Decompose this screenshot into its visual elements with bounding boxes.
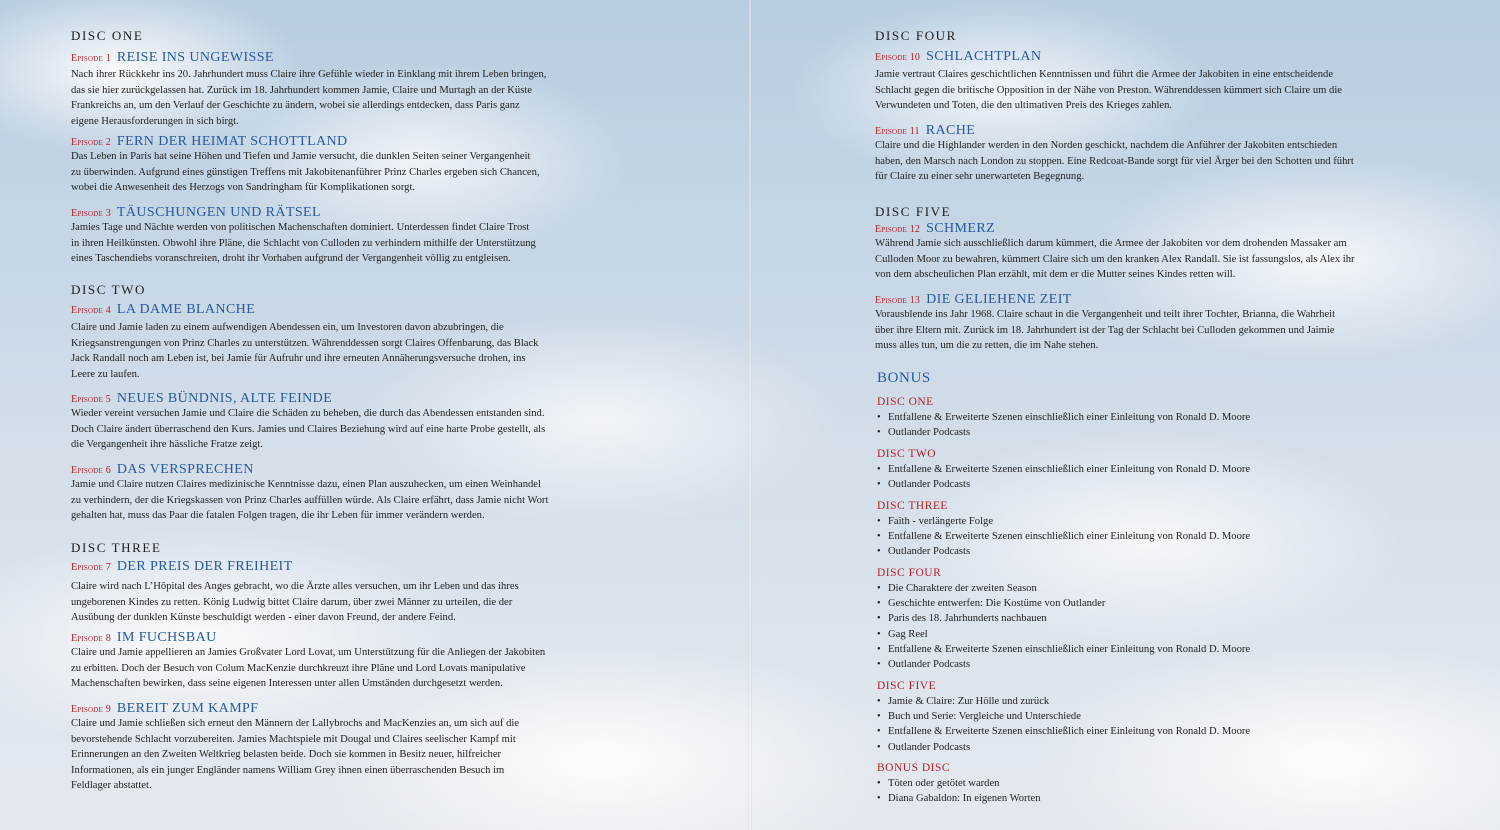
synopsis-line: muss alles tun, um die zu retten, die im Nahe stehen. <box>875 340 1099 352</box>
episode-synopsis <box>71 716 519 794</box>
episode-number: Episode 1 <box>71 53 111 64</box>
episode-title: DIE GELIEHENE ZEIT <box>926 292 1072 307</box>
disc-heading: DISC FIVE <box>875 204 952 219</box>
synopsis-line: haben, den Marsch nach London zu stoppen. Eine Redcoat-Bande sorgt für viel Ärger bei den Schotten und führt <box>875 155 1354 167</box>
bonus-item: • Entfallene & Erweiterte Szenen einschließlich einer Einleitung von Ronald D. Moore <box>877 726 1251 738</box>
disc-heading: DISC ONE <box>71 28 144 43</box>
bonus-item: • Diana Gabaldon: In eigenen Worten <box>877 793 1041 805</box>
disc-heading: DISC FOUR <box>875 28 957 43</box>
bonus-title: BONUS <box>877 370 931 386</box>
episode-synopsis <box>71 149 540 196</box>
synopsis-line: von dem abscheulichen Plan erzählt, mit dem er die Mutter seines Kindes retten will. <box>875 269 1236 281</box>
synopsis-line: zu überwinden. Aufgrund eines günstigen Treffens mit Jakobitenanführer Prinz Charles ergeben sich Chancen, <box>71 166 540 178</box>
episode-number: Episode 13 <box>875 295 921 306</box>
synopsis-line: Nach ihrer Rückkehr ins 20. Jahrhundert muss Claire ihre Gefühle wieder in Einklang mit ihrem Leben bringen, <box>71 69 547 80</box>
bonus-disc-heading: DISC FOUR <box>877 567 942 579</box>
bonus-list <box>877 462 1437 492</box>
episode-number: Episode 7 <box>71 562 111 573</box>
bonus-item: • Entfallene & Erweiterte Szenen einschließlich einer Einleitung von Ronald D. Moore <box>877 643 1251 655</box>
episode-title: LA DAME BLANCHE <box>116 302 256 317</box>
episode-synopsis <box>71 67 546 129</box>
episode-number: Episode 9 <box>71 704 111 715</box>
bonus-list <box>877 776 1437 806</box>
episode-synopsis <box>71 406 545 453</box>
episode-number: Episode 2 <box>71 137 111 148</box>
bonus-group <box>877 498 1437 560</box>
synopsis-line: Jack Randall noch am Leben ist, bei Jamie für Aufruhr und ihre erneuten Annäherungsversuche drohen, ins <box>71 353 526 365</box>
synopsis-line: Machenschaften bewirken, dass seine eigenen Interessen unter allen Umständen durchgesetzt werden. <box>71 678 503 690</box>
bonus-item: • Outlander Podcasts <box>877 546 971 558</box>
bonus-group <box>877 760 1437 806</box>
disc-heading: DISC THREE <box>71 540 162 555</box>
synopsis-line: Vorausblende ins Jahr 1968. Claire schaut in die Vergangenheit und teilt ihrer Tochter, Brianna, die Wahrheit <box>875 309 1336 320</box>
episode-title: TÄUSCHUNGEN UND RÄTSEL <box>116 205 321 220</box>
episode-synopsis <box>71 645 545 692</box>
bonus-list <box>877 514 1437 560</box>
bonus-item: • Gag Reel <box>877 628 928 640</box>
bonus-item: • Entfallene & Erweiterte Szenen einschließlich einer Einleitung von Ronald D. Moore <box>877 464 1251 475</box>
synopsis-line: Culloden Moor zu bewahren, kümmert Claire sich um den kranken Alex Randall. Sie ist fassungslos, als Alex ihr <box>875 253 1355 265</box>
synopsis-line: Doch Claire ändert überraschend den Kurs. Jamies und Claires Beziehung wird auf eine harte Probe gestellt, als <box>71 423 546 435</box>
synopsis-line: über ihre Eltern mit. Zurück im 18. Jahrhundert ist der Tag der Schlacht bei Culloden gekommen und Jaimie <box>875 324 1335 336</box>
episode-title: NEUES BÜNDNIS, ALTE FEINDE <box>116 391 333 406</box>
episode-number: Episode 4 <box>71 305 111 316</box>
synopsis-line: Leere zu laufen. <box>71 368 140 380</box>
synopsis-line: Claire und Jamie schließen sich erneut den Männern der Lallybrochs and MacKenzies an, um sich auf die <box>71 718 520 729</box>
synopsis-line: Verwundeten und Toten, die den ultimativen Preis des Krieges zahlen. <box>875 100 1173 112</box>
synopsis-line: zu erbitten. Doch der Besuch von Colum MacKenzie durchkreuzt ihre Pläne und Lord Lovats manipulative <box>71 662 526 674</box>
bonus-disc-heading: DISC TWO <box>877 448 937 460</box>
episode-synopsis <box>71 320 538 382</box>
bonus-group <box>877 565 1437 672</box>
synopsis-line: Feldlager abstattet. <box>71 780 152 792</box>
bonus-disc-heading: DISC FIVE <box>877 680 937 692</box>
bonus-group <box>877 446 1437 492</box>
episode-title: SCHLACHTPLAN <box>926 49 1042 64</box>
page-fold <box>748 0 752 830</box>
bonus-item: • Outlander Podcasts <box>877 659 971 671</box>
episode-number: Episode 5 <box>71 394 111 405</box>
episode-number: Episode 3 <box>71 208 111 219</box>
synopsis-line: Claire wird nach L’Hôpital des Anges gebracht, wo die Ärzte alles versuchen, um ihr Leben und das ihres <box>71 581 519 592</box>
episode-title: RACHE <box>925 123 976 138</box>
synopsis-line: in ihren Heilkünsten. Obwohl ihre Pläne, die Schlacht von Culloden zu verhindern mithilfe der Unterstützung <box>71 237 536 249</box>
episode-title: DER PREIS DER FREIHEIT <box>116 559 293 574</box>
bonus-item: • Buch und Serie: Vergleiche und Unterschiede <box>877 711 1081 723</box>
synopsis-line: Frankreichs an, um den Verlauf der Geschichte zu ändern, wobei sie allerdings entdecken, dass Paris ganz <box>71 100 520 112</box>
episode-heading <box>71 558 293 576</box>
episode-synopsis <box>71 220 536 267</box>
bonus-item: • Outlander Podcasts <box>877 741 971 753</box>
synopsis-line: eigene Herausforderungen in sich birgt. <box>71 115 239 127</box>
disc-heading: DISC TWO <box>71 282 147 297</box>
synopsis-line: eines Taschendiebs voranschreiten, droht ihr Vorhaben aufgrund der Vergangenheit völlig zu entgleisen. <box>71 253 511 265</box>
synopsis-line: Kriegsanstrengungen von Prinz Charles zu unterstützen. Währenddessen sorgt Claires Offenbarung, das Black <box>71 337 539 349</box>
bonus-item: • Outlander Podcasts <box>877 479 971 491</box>
episode-synopsis <box>875 138 1354 185</box>
bonus-group <box>877 394 1437 440</box>
episode-title: IM FUCHSBAU <box>116 630 217 645</box>
bonus-group <box>877 678 1437 755</box>
synopsis-line: Jamie und Claire nutzen Claires medizinische Kenntnisse dazu, einen Plan auszuhecken, um einen Weinhandel <box>71 479 541 490</box>
episode-title: DAS VERSPRECHEN <box>116 462 254 477</box>
synopsis-line: Jamies Tage und Nächte werden von politischen Machenschaften dominiert. Unterdessen findet Claire Trost <box>71 222 530 233</box>
synopsis-line: Claire und die Highlander werden in den Norden geschickt, nachdem die Anführer der Jakobiten entschieden <box>875 140 1338 151</box>
bonus-item: • Die Charaktere der zweiten Season <box>877 583 1037 594</box>
episode-synopsis <box>71 477 548 524</box>
bonus-item: • Entfallene & Erweiterte Szenen einschließlich einer Einleitung von Ronald D. Moore <box>877 531 1251 543</box>
bonus-item: • Töten oder getötet warden <box>877 778 1000 789</box>
synopsis-line: Das Leben in Paris hat seine Höhen und Tiefen und Jamie versucht, die dunklen Seiten seiner Vergangenheit <box>71 151 531 162</box>
episode-number: Episode 11 <box>875 126 920 137</box>
synopsis-line: bevorstehende Schlacht vorzubereiten. Jamies Machtspiele mit Dougal und Claires seelischer Kampf mit <box>71 733 516 745</box>
episode-heading <box>875 48 1041 66</box>
bonus-item: • Faith - verlängerte Folge <box>877 516 994 527</box>
synopsis-line: Schlacht gegen die britische Opposition in der Nähe von Preston. Währenddessen kümmert sich Claire um die <box>875 84 1342 96</box>
synopsis-line: Jamie vertraut Claires geschichtlichen Kenntnissen und führt die Armee der Jakobiten in eine entscheidende <box>875 69 1334 80</box>
synopsis-line: für Claire zu einer sehr unerwarteten Begegnung. <box>875 171 1085 183</box>
synopsis-line: Claire und Jamie laden zu einem aufwendigen Abendessen ein, um Investoren davon abzubringen, die <box>71 322 504 333</box>
synopsis-line: Claire und Jamie appellieren an Jamies Großvater Lord Lovat, um Unterstützung für die Anliegen der Jakobiten <box>71 647 546 658</box>
synopsis-line: Wieder vereint versuchen Jamie und Claire die Schäden zu beheben, die durch das Abendessen entstanden sind. <box>71 408 545 419</box>
episode-title: FERN DER HEIMAT SCHOTTLAND <box>116 134 348 149</box>
synopsis-line: zu verhindern, der die Kriegskassen von Prinz Charles auffüllen würde. Als Claire erfährt, dass Jamie nicht Wort <box>71 494 549 506</box>
episode-synopsis <box>71 579 519 626</box>
bonus-item: • Paris des 18. Jahrhunderts nachbauen <box>877 613 1047 625</box>
bonus-disc-heading: DISC THREE <box>877 500 948 512</box>
episode-synopsis <box>875 236 1355 283</box>
bonus-list <box>877 694 1437 755</box>
bonus-item: • Geschichte entwerfen: Die Kostüme von Outlander <box>877 598 1106 610</box>
bonus-item: • Jamie & Claire: Zur Hölle und zurück <box>877 696 1050 707</box>
episode-title: BEREIT ZUM KAMPF <box>116 701 259 716</box>
synopsis-line: Informationen, als ein junger Engländer namens William Grey ihnen einen überraschenden Besuch im <box>71 764 505 776</box>
bonus-list <box>877 581 1437 672</box>
synopsis-line: ungeborenen Kindes zu retten. König Ludwig bittet Claire darum, über zwei Männer zu urteilen, die der <box>71 596 513 608</box>
bonus-item: • Entfallene & Erweiterte Szenen einschließlich einer Einleitung von Ronald D. Moore <box>877 412 1251 423</box>
episode-number: Episode 10 <box>875 52 921 63</box>
episode-number: Episode 12 <box>875 224 921 235</box>
synopsis-line: das sie hier zurückgelassen hat. Zurück im 18. Jahrhundert kommen Jamie, Claire und Murtagh an der Küste <box>71 84 532 96</box>
episode-heading <box>71 301 255 319</box>
episode-heading <box>71 49 274 67</box>
episode-synopsis <box>875 67 1342 114</box>
synopsis-line: Ausübung der dunklen Künste beschuldigt werden - einer davon Freund, der andere Feind. <box>71 612 456 624</box>
episode-number: Episode 8 <box>71 633 111 644</box>
synopsis-line: die Vergangenheit ihre hässliche Fratze zeigt. <box>71 439 263 451</box>
bonus-item: • Outlander Podcasts <box>877 427 971 439</box>
episode-synopsis <box>875 307 1335 354</box>
synopsis-line: Erinnerungen an den Zweiten Weltkrieg belasten beide. Doch sie kommen in Besitz neuer, hilfreicher <box>71 749 502 761</box>
bonus-disc-heading: DISC ONE <box>877 396 934 408</box>
episode-number: Episode 6 <box>71 465 111 476</box>
episode-title: REISE INS UNGEWISSE <box>116 50 274 65</box>
episode-title: SCHMERZ <box>926 221 996 236</box>
bonus-list <box>877 410 1437 440</box>
synopsis-line: wobei die Anwesenheit des Herzogs von Sandringham für Komplikationen sorgt. <box>71 182 416 194</box>
synopsis-line: gehalten hat, muss das Paar die fatalen Folgen tragen, die ihr Leben für immer verändern werden. <box>71 510 485 522</box>
bonus-disc-heading: BONUS DISC <box>877 762 951 774</box>
synopsis-line: Während Jamie sich ausschließlich darum kümmert, die Armee der Jakobiten vor dem drohenden Massaker am <box>875 238 1347 249</box>
